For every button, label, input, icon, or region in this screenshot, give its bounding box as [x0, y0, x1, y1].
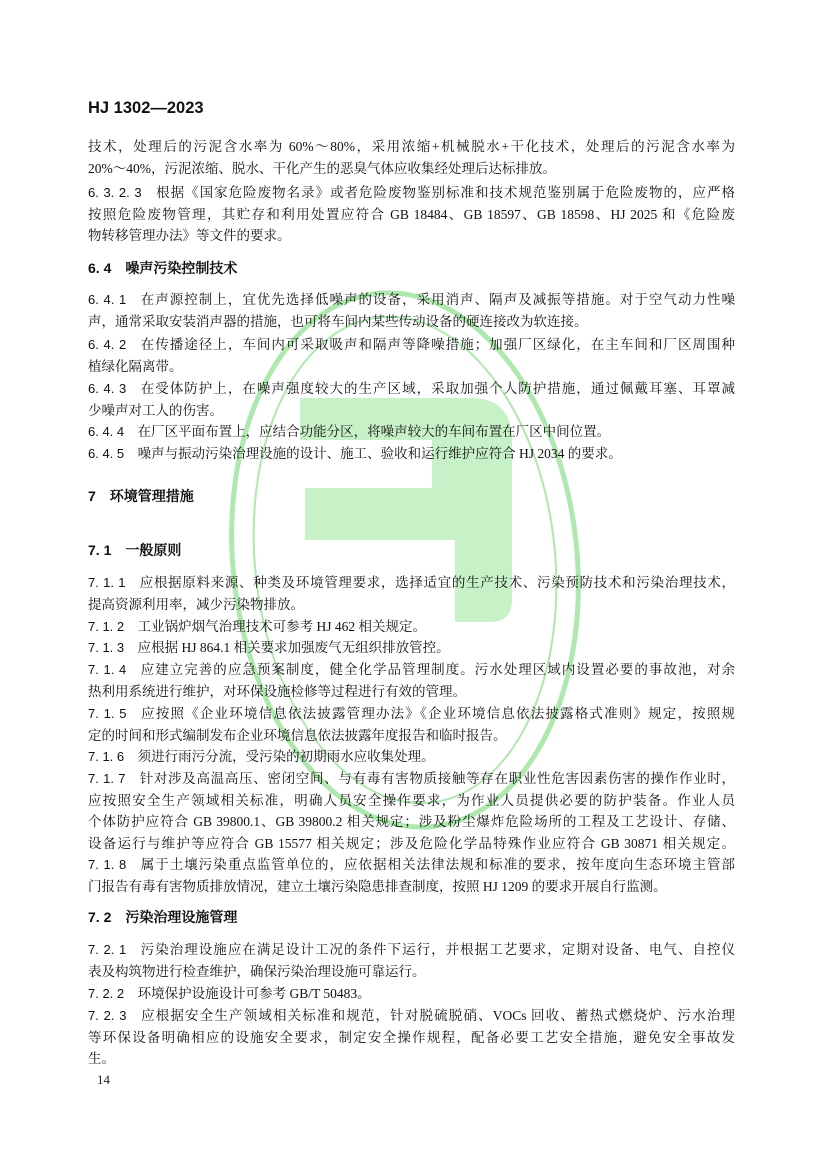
clause-text: 应按照《企业环境信息依法披露管理办法》《企业环境信息依法披露格式准则》规定，按照规 — [140, 706, 736, 721]
clause-text: 应根据原料来源、种类及环境管理要求，选择适宜的生产技术、污染预防技术和污染治理技术， — [139, 575, 736, 590]
clause-text: 在受体防护上，在噪声强度较大的生产区域，采取加强个人防护措施，通过佩戴耳塞、耳罩减 — [139, 381, 736, 396]
section-heading-7-2 — [88, 907, 735, 929]
text-line — [88, 182, 735, 204]
text-line: 20%～40%，污泥浓缩、脱水、干化产生的恶臭气体应收集经处理后达标排放。 — [88, 160, 556, 176]
text-line: 生。 — [88, 1051, 115, 1067]
clause-6-4-1 — [88, 289, 735, 332]
text-line — [88, 983, 735, 1005]
clause-number: 6. 3. 2. 3 — [88, 185, 142, 200]
clause-7-1-5 — [88, 703, 735, 746]
clause-6-3-2-3 — [88, 182, 735, 247]
clause-number: 7. 1. 4 — [88, 662, 127, 677]
clause-number: 7. 1. 6 — [88, 749, 125, 764]
section-heading-7 — [88, 486, 735, 508]
clause-text: 应根据安全生产领域相关标准和规范，针对脱硫脱硝、VOCs 回收、蓄热式燃烧炉、污水治理 — [139, 1008, 735, 1023]
clause-7-2-2 — [88, 983, 735, 1005]
clause-number: 7. 1. 2 — [88, 619, 125, 634]
paragraph-continuation — [88, 136, 735, 179]
clause-number: 6. 4. 5 — [88, 446, 125, 461]
heading-title: 一般原则 — [125, 542, 182, 558]
heading-title: 污染治理设施管理 — [125, 909, 238, 925]
text-line — [88, 746, 735, 768]
text-line: 少噪声对工人的伤害。 — [88, 402, 223, 418]
text-line: 表及构筑物进行检查维护，确保污染治理设施可靠运行。 — [88, 963, 426, 979]
text-line: 物转移管理办法》等文件的要求。 — [88, 228, 291, 244]
text-line: 提高资源利用率，减少污染物排放。 — [88, 596, 304, 612]
heading-number: 6. 4 — [88, 260, 112, 276]
standard-code: HJ 1302—2023 — [88, 99, 204, 117]
text-line — [88, 939, 735, 961]
clause-text: 环境保护设施设计可参考 GB/T 50483。 — [137, 986, 371, 1001]
text-line: 声，通常采取安装消声器的措施，也可将车间内某些传动设备的硬连接改为软连接。 — [88, 313, 588, 329]
heading-title: 环境管理措施 — [109, 488, 194, 504]
clause-7-1-6 — [88, 746, 735, 768]
clause-7-1-2 — [88, 616, 735, 638]
clause-text: 污染治理设施应在满足设计工况的条件下运行，并根据工艺要求，定期对设备、电气、自控仪 — [139, 942, 736, 957]
text-line: 等环保设备明确相应的设施安全要求，制定安全操作规程，配备必要工艺安全措施，避免安全事故发 — [88, 1029, 735, 1045]
clause-text: 在声源控制上，宜优先选择低噪声的设备，采用消声、隔声及减振等措施。对于空气动力性噪 — [139, 292, 736, 307]
clause-text: 须进行雨污分流，受污染的初期雨水应收集处理。 — [137, 749, 435, 764]
text-line — [88, 334, 735, 356]
text-line — [88, 289, 735, 311]
heading-number: 7. 1 — [88, 542, 112, 558]
text-line: 门报告有毒有害物质排放情况，建立土壤污染隐患排查制度，按照 HJ 1209 的要求开展自行监测。 — [88, 878, 667, 894]
text-line — [88, 854, 735, 876]
clause-7-1-1 — [88, 572, 735, 615]
clause-text: 噪声与振动污染治理设施的设计、施工、验收和运行维护应符合 HJ 2034 的要求。 — [137, 446, 622, 461]
text-line: 设备运行与维护等应符合 GB 15577 相关规定；涉及危险化学品特殊作业应符合 GB 30871 相关规定。 — [88, 836, 735, 852]
text-line — [88, 378, 735, 400]
text-line: 热利用系统进行维护，对环保设施检修等过程进行有效的管理。 — [88, 683, 466, 699]
clause-number: 6. 4. 2 — [88, 337, 127, 352]
clause-number: 7. 1. 7 — [88, 771, 126, 786]
clause-number: 7. 1. 3 — [88, 640, 125, 655]
text-line — [88, 421, 735, 443]
text-line: 定的时间和形式编制发布企业环境信息依法披露年度报告和临时报告。 — [88, 727, 507, 743]
text-line: 技术，处理后的污泥含水率为 60%～80%，采用浓缩+机械脱水+干化技术，处理后的污泥含水率为 — [88, 139, 735, 154]
clause-number: 7. 1. 8 — [88, 857, 127, 872]
clause-number: 7. 1. 5 — [88, 706, 127, 721]
clause-7-1-8 — [88, 854, 735, 897]
heading-title: 噪声污染控制技术 — [125, 260, 238, 276]
clause-7-2-1 — [88, 939, 735, 982]
text-line: 应按照安全生产领域相关标准，明确人员安全操作要求，为作业人员提供必要的防护装备。作业人员 — [88, 792, 735, 808]
text-line — [88, 768, 735, 790]
clause-text: 应建立完善的应急预案制度，健全化学品管理制度。污水处理区域内设置必要的事故池，对余 — [139, 662, 736, 677]
text-line: 按照危险废物管理，其贮存和利用处置应符合 GB 18484、GB 18597、GB 18598、HJ 2025 和《危险废 — [88, 206, 735, 222]
clause-number: 6. 4. 3 — [88, 381, 127, 396]
text-line — [88, 443, 735, 465]
clause-text: 应根据 HJ 864.1 相关要求加强废气无组织排放管控。 — [137, 640, 450, 655]
heading-number: 7 — [88, 488, 96, 504]
text-line — [88, 572, 735, 594]
heading-number: 7. 2 — [88, 909, 112, 925]
clause-7-1-7 — [88, 768, 735, 855]
section-heading-6-4 — [88, 258, 735, 280]
clause-text: 在厂区平面布置上，应结合功能分区，将噪声较大的车间布置在厂区中间位置。 — [137, 424, 611, 439]
text-line — [88, 659, 735, 681]
clause-text: 针对涉及高温高压、密闭空间、与有毒有害物质接触等存在职业性危害因素伤害的操作作业时， — [139, 771, 736, 786]
text-line — [88, 637, 735, 659]
clause-text: 工业锅炉烟气治理技术可参考 HJ 462 相关规定。 — [137, 619, 427, 634]
clause-6-4-2 — [88, 334, 735, 377]
clause-text: 属于土壤污染重点监管单位的，应依据相关法律法规和标准的要求，按年度向生态环境主管部 — [139, 857, 736, 872]
text-line — [88, 703, 735, 725]
clause-text: 根据《国家危险废物名录》或者危险废物鉴别标准和技术规范鉴别属于危险废物的，应严格 — [155, 185, 736, 200]
clause-number: 7. 2. 2 — [88, 986, 125, 1001]
text-line — [88, 616, 735, 638]
clause-6-4-4 — [88, 421, 735, 443]
clause-7-2-3 — [88, 1005, 735, 1070]
clause-text: 在传播途径上，车间内可采取吸声和隔声等降噪措施；加强厂区绿化，在主车间和厂区周围种 — [139, 337, 736, 352]
section-heading-7-1 — [88, 540, 735, 562]
clause-6-4-3 — [88, 378, 735, 421]
text-line: 植绿化隔离带。 — [88, 358, 183, 374]
clause-6-4-5 — [88, 443, 735, 465]
text-line — [88, 1005, 735, 1027]
clause-number: 6. 4. 1 — [88, 292, 127, 307]
clause-number: 6. 4. 4 — [88, 424, 125, 439]
text-line: 个体防护应符合 GB 39800.1、GB 39800.2 相关规定；涉及粉尘爆炸危险场所的工程及工艺设计、存储、 — [88, 814, 735, 830]
clause-7-1-4 — [88, 659, 735, 702]
page-number: 14 — [97, 1072, 110, 1087]
clause-7-1-3 — [88, 637, 735, 659]
clause-number: 7. 2. 1 — [88, 942, 127, 957]
clause-number: 7. 2. 3 — [88, 1008, 127, 1023]
clause-number: 7. 1. 1 — [88, 575, 126, 590]
